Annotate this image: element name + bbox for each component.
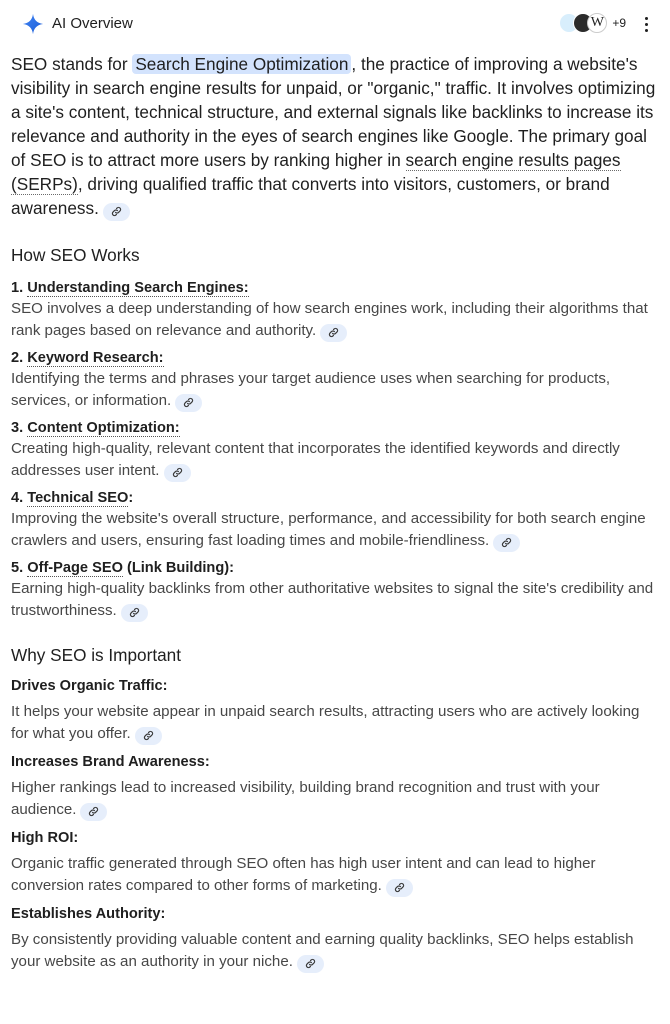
how-item-body [11, 298, 660, 343]
citation-link-button[interactable] [135, 727, 162, 745]
how-list-item [11, 418, 660, 483]
how-item-term-link[interactable]: Content Optimization: [27, 419, 180, 436]
why-item-text: Higher rankings lead to increased visibility, building brand recognition and trust with your audience. [11, 778, 600, 818]
how-item-title-rest: (Link Building): [122, 559, 234, 576]
serp-link[interactable]: search engine results pages (SERPs) [11, 150, 621, 194]
link-icon [305, 958, 316, 969]
why-item-body [11, 853, 660, 898]
how-item-text: SEO involves a deep understanding of how search engines work, including their algorithms that rank pages based on relevance and authority. [11, 299, 648, 339]
wikipedia-favicon: W [587, 13, 607, 33]
how-item-number: 5. [11, 559, 28, 576]
why-item-title: Drives Organic Traffic: [11, 677, 168, 694]
how-item-term-link[interactable]: Understanding Search Engines: [27, 279, 249, 296]
how-item-term-link[interactable]: Technical SEO [27, 489, 129, 506]
how-list-item [11, 278, 660, 343]
how-item-text: Creating high-quality, relevant content that incorporates the identified keywords and directly addresses user intent. [11, 439, 620, 479]
more-options-icon[interactable] [640, 13, 652, 35]
how-item-term-link[interactable]: Off-Page SEO [27, 559, 123, 576]
citation-link-button[interactable] [297, 955, 324, 973]
link-icon [394, 882, 405, 893]
how-item-text: Earning high-quality backlinks from other authoritative websites to signal the site's credibility and trustworthiness. [11, 579, 654, 619]
how-list-item [11, 558, 660, 623]
how-item-text: Identifying the terms and phrases your target audience uses when searching for products, services, or information. [11, 369, 611, 409]
how-item-number: 3. [11, 419, 28, 436]
link-icon [111, 206, 122, 217]
how-item-number: 4. [11, 489, 28, 506]
citation-link-button[interactable] [386, 879, 413, 897]
why-item-body [11, 777, 660, 822]
why-item-text: Organic traffic generated through SEO often has high user intent and can lead to higher conversion rates compared to other forms of marketing. [11, 854, 596, 894]
section-heading-why: Why SEO is Important [11, 644, 182, 665]
link-icon [172, 467, 183, 478]
sources-button[interactable] [559, 13, 626, 33]
sources-count: +9 [612, 16, 626, 30]
intro-text: , driving qualified traffic that converts into visitors, customers, or brand awareness. [11, 174, 610, 218]
how-item-body [11, 438, 660, 483]
why-list-item [11, 752, 660, 822]
how-item-title [11, 488, 660, 508]
intro-paragraph [11, 52, 660, 221]
intro-text: , the practice of improving a website's visibility in search engine results for unpaid, or "organic," traffic. It involves optimizing a site's content, technical structure, and external signals like backlinks to increase its relevance and authority in the eyes of search engines like Google. The primary goal of SEO is to attract more users by ranking higher in [11, 54, 656, 170]
citation-link-button[interactable] [80, 803, 107, 821]
link-icon [143, 730, 154, 741]
why-item-title: Increases Brand Awareness: [11, 753, 210, 770]
how-item-title [11, 278, 660, 298]
ai-overview-header [11, 0, 660, 46]
why-item-title: Establishes Authority: [11, 905, 166, 922]
intro-text: SEO stands for [11, 54, 133, 74]
highlighted-term[interactable]: Search Engine Optimization [132, 54, 351, 74]
how-item-number: 2. [11, 349, 28, 366]
how-item-body [11, 578, 660, 623]
how-item-number: 1. [11, 279, 28, 296]
how-list-item [11, 488, 660, 553]
why-item-body [11, 701, 660, 746]
link-icon [129, 607, 140, 618]
link-icon [88, 806, 99, 817]
why-item-body [11, 929, 660, 974]
link-icon [328, 327, 339, 338]
why-item-text: By consistently providing valuable content and earning quality backlinks, SEO helps establish your website as an authority in your niche. [11, 930, 634, 970]
how-item-term-link[interactable]: Keyword Research: [27, 349, 164, 366]
why-list [11, 676, 660, 974]
why-list-item [11, 904, 660, 974]
citation-link-button[interactable] [320, 324, 347, 342]
how-item-title [11, 418, 660, 438]
how-item-text: Improving the website's overall structure, performance, and accessibility for both search engine crawlers and users, ensuring fast loading times and mobile-friendliness. [11, 509, 646, 549]
why-item-title: High ROI: [11, 829, 79, 846]
how-item-title [11, 558, 660, 578]
how-item-body [11, 368, 660, 413]
why-item-text: It helps your website appear in unpaid search results, attracting users who are actively looking for what you offer. [11, 702, 640, 742]
citation-link-button[interactable] [164, 464, 191, 482]
link-icon [501, 537, 512, 548]
citation-link-button[interactable] [103, 203, 130, 221]
how-list-item [11, 348, 660, 413]
ai-sparkle-icon [22, 13, 44, 35]
citation-link-button[interactable] [493, 534, 520, 552]
citation-link-button[interactable] [175, 394, 202, 412]
how-item-title-rest: : [128, 489, 134, 506]
ai-overview-title: AI Overview [52, 15, 133, 32]
link-icon [183, 397, 194, 408]
how-item-title [11, 348, 660, 368]
why-list-item [11, 676, 660, 746]
section-heading-how: How SEO Works [11, 244, 140, 265]
citation-link-button[interactable] [121, 604, 148, 622]
why-list-item [11, 828, 660, 898]
how-list [11, 278, 660, 623]
how-item-body [11, 508, 660, 553]
